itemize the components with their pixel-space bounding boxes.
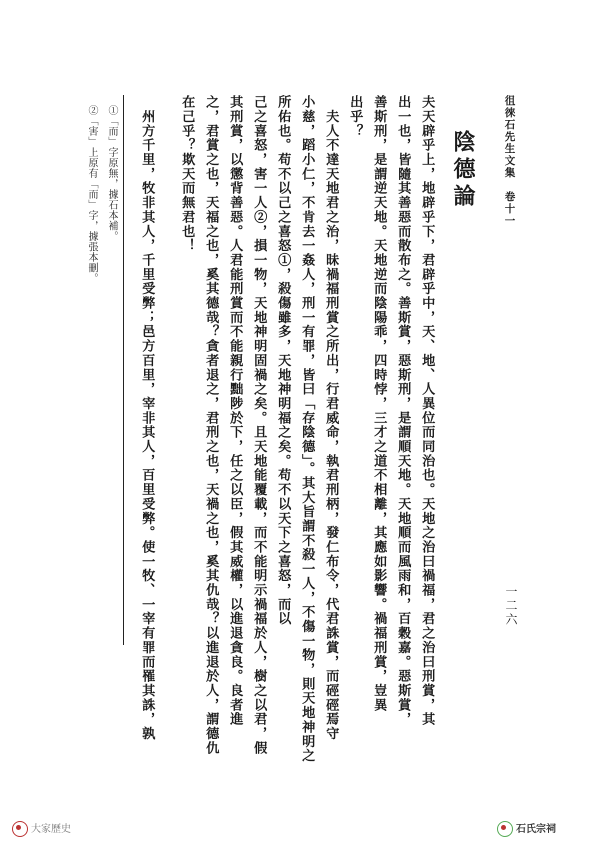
body-line: 小慈，蹈小仁，不肯去一姦人，刑一有罪，皆曰「存陰德」。其大旨謂不殺一人，不傷一物，則天地神明之 xyxy=(299,95,315,763)
wechat-logo-icon xyxy=(497,821,513,837)
essay-title: 陰德論 xyxy=(450,130,476,211)
body-line: 夫人不達天地君之治，昧禍福刑賞之所出，行君威命，執君刑柄，發仁布令，代君誅賞，而硜硜焉守 xyxy=(323,95,339,741)
watermark-right-text: 石氏宗祠 xyxy=(516,824,556,835)
watermark-left-text: 大家歷史 xyxy=(31,824,71,835)
body-line: 己之喜怒，害一人②，損一物，天地神明固禍之矣。且天地能覆載，而不能明示禍福於人，樹之以君，假 xyxy=(251,95,267,756)
body-line: 所佑也。苟不以己之喜怒①，殺傷雖多，天地神明福之矣。苟不以天下之喜怒，而以 xyxy=(275,95,291,626)
page-number: 一二六 xyxy=(504,585,518,627)
body-line: 出乎？ xyxy=(347,95,363,139)
footnote: ①「而」字原無，據石本補。 xyxy=(106,105,117,242)
footnote: ②「害」上原有「而」字，據張本刪。 xyxy=(86,105,97,284)
watermark-right xyxy=(497,820,556,837)
watermark-logo-icon xyxy=(12,821,28,837)
body-line: 夫天辟乎上，地辟乎下，君辟乎中，天、地、人異位而同治也。天地之治曰禍福，君之治曰刑賞，其 xyxy=(419,95,435,727)
body-line: 州方千里，牧非其人，千里受弊；邑方百里，宰非其人，百里受弊。使一牧、一宰有罪而罹其誅，孰 xyxy=(139,95,155,741)
footnote-divider xyxy=(123,95,124,645)
body-line: 出一也，皆隨其善惡而散布之。善斯賞，惡斯刑，是謂順天地。天地順而風雨和，百穀嘉。惡斯賞， xyxy=(395,95,411,727)
body-line: 在己乎？欺天而無君也！ xyxy=(179,95,195,253)
body-line: 之，君賞之也，天福之也，奚其德哉？貪者退之，君刑之也，天禍之也，奚其仇哉？以進退於人，謂德仇 xyxy=(203,95,219,756)
body-line: 善斯刑，是謂逆天地。天地逆而陰陽乖，四時悖，三才之道不相離，其應如影響。禍福刑賞，豈異 xyxy=(371,95,387,713)
watermark-left xyxy=(12,820,71,837)
running-title: 徂徠石先生文集 卷十一 xyxy=(503,95,516,227)
body-line: 其刑賞，以懲背善惡。人君能刑賞而不能親行黜陟於下，任之以臣，假其威權，以進退貪良。良者進 xyxy=(227,95,243,727)
